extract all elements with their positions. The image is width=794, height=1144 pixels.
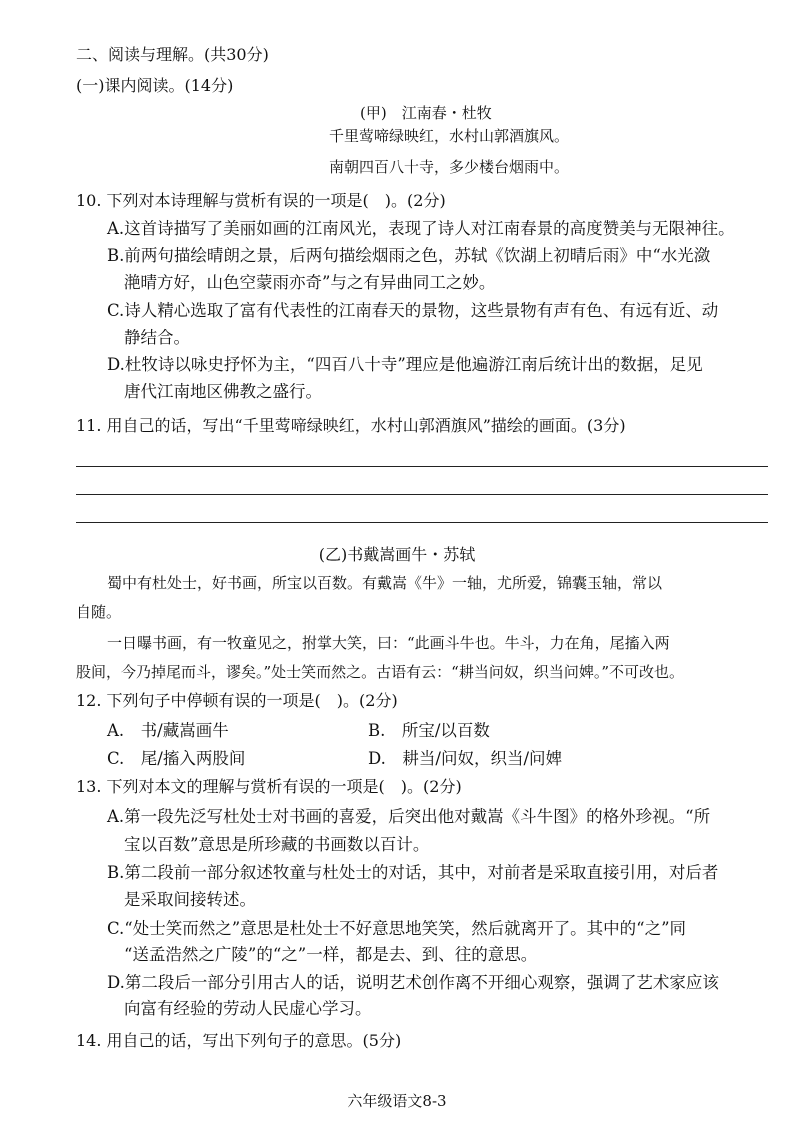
- q10-option-b-line1: B.前两句描绘晴朗之景，后两句描绘烟雨之色，苏轼《饮湖上初晴后雨》中“水光潋: [107, 246, 711, 265]
- prose-paragraph-2-line1: 一日曝书画，有一牧童见之，拊掌大笑，曰：“此画斗牛也。牛斗，力在角，尾搐入两: [107, 634, 670, 652]
- q10-stem: 10. 下列对本诗理解与赏析有误的一项是( )。(2分): [76, 191, 446, 210]
- q12-option-d: D. 耕当/问奴，织当/问婢: [368, 749, 563, 768]
- prose-paragraph-2-line2: 股间，今乃掉尾而斗，谬矣。”处士笑而然之。古语有云：“耕当问奴，织当问婢。”不可改也。: [76, 663, 685, 681]
- part-heading: (一)课内阅读。(14分): [76, 76, 234, 95]
- poem-line-2: 南朝四百八十寺，多少楼台烟雨中。: [329, 158, 570, 176]
- q10-option-b-line2: 滟晴方好，山色空蒙雨亦奇”与之有异曲同工之妙。: [124, 273, 496, 292]
- poem-line-1: 千里莺啼绿映红，水村山郭酒旗风。: [329, 127, 570, 145]
- q13-stem: 13. 下列对本文的理解与赏析有误的一项是( )。(2分): [76, 777, 462, 796]
- prose-paragraph-1-line1: 蜀中有杜处士，好书画，所宝以百数。有戴嵩《牛》一轴，尤所爱，锦囊玉轴，常以: [107, 574, 663, 592]
- q12-option-a: A. 书/藏嵩画牛: [107, 721, 229, 740]
- section-heading: 二、阅读与理解。(共30分): [76, 45, 269, 64]
- page-footer: 六年级语文8-3: [347, 1092, 447, 1110]
- answer-line[interactable]: [76, 466, 768, 467]
- q10-option-a: A.这首诗描写了美丽如画的江南风光，表现了诗人对江南春景的高度赞美与无限神往。: [107, 219, 735, 238]
- q10-option-c-line1: C.诗人精心选取了富有代表性的江南春天的景物，这些景物有声有色、有远有近、动: [107, 301, 719, 320]
- q13-option-c-line1: C.“处士笑而然之”意思是杜处士不好意思地笑笑，然后就离开了。其中的“之”同: [107, 919, 687, 938]
- prose-paragraph-1-line2: 自随。: [76, 603, 122, 621]
- q11-stem: 11. 用自己的话，写出“千里莺啼绿映红，水村山郭酒旗风”描绘的画面。(3分): [76, 416, 626, 435]
- q13-option-d-line2: 向富有经验的劳动人民虚心学习。: [124, 999, 372, 1018]
- q14-stem: 14. 用自己的话，写出下列句子的意思。(5分): [76, 1031, 402, 1050]
- q13-option-b-line2: 是采取间接转述。: [124, 890, 256, 909]
- q10-option-d-line2: 唐代江南地区佛教之盛行。: [124, 382, 322, 401]
- prose-title: (乙)书戴嵩画牛・苏轼: [318, 545, 476, 564]
- q12-option-c: C. 尾/搐入两股间: [107, 749, 246, 768]
- poem-title: (甲) 江南春・杜牧: [360, 104, 492, 122]
- q13-option-a-line2: 宝以百数”意思是所珍藏的书画数以百计。: [124, 835, 430, 854]
- q12-stem: 12. 下列句子中停顿有误的一项是( )。(2分): [76, 691, 398, 710]
- answer-line[interactable]: [76, 494, 768, 495]
- q12-option-b: B. 所宝/以百数: [368, 721, 490, 740]
- q10-option-c-line2: 静结合。: [124, 328, 190, 347]
- answer-line[interactable]: [76, 522, 768, 523]
- q13-option-b-line1: B.第二段前一部分叙述牧童与杜处士的对话，其中，对前者是采取直接引用，对后者: [107, 863, 719, 882]
- q13-option-a-line1: A.第一段先泛写杜处士对书画的喜爱，后突出他对戴嵩《斗牛图》的格外珍视。“所: [107, 807, 711, 826]
- q13-option-d-line1: D.第二段后一部分引用古人的话，说明艺术创作离不开细心观察，强调了艺术家应该: [107, 973, 719, 992]
- q13-option-c-line2: “送孟浩然之广陵”的“之”一样，都是去、到、往的意思。: [124, 945, 538, 964]
- q10-option-d-line1: D.杜牧诗以咏史抒怀为主，“四百八十寺”理应是他遍游江南后统计出的数据，足见: [107, 355, 703, 374]
